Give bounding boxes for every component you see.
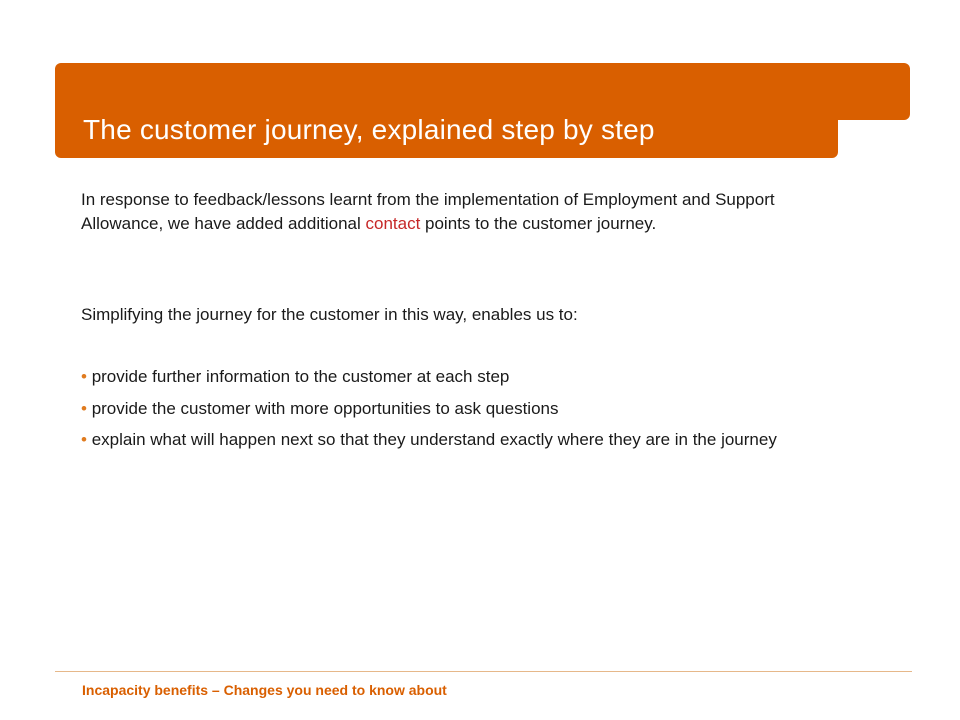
bullet-item [81, 365, 841, 389]
bullet-icon: • [81, 399, 87, 418]
bullet-text: explain what will happen next so that they understand exactly where they are in the journey [91, 430, 777, 449]
footer-text: Incapacity benefits – Changes you need to know about [82, 682, 447, 698]
bullet-text: provide further information to the customer at each step [91, 367, 510, 386]
intro-text-end: points to the customer journey. [420, 214, 657, 233]
intro-text-start: In response to feedback/lessons learnt from the implementation of Employment and Support Allowance, we have added additional [81, 190, 775, 233]
slide-title: The customer journey, explained step by step [83, 114, 655, 145]
intro-accent-word: contact [365, 214, 421, 233]
lead-in-paragraph: Simplifying the journey for the customer in this way, enables us to: [81, 305, 578, 324]
footer-divider [55, 671, 912, 672]
bullet-icon: • [81, 367, 87, 386]
intro-paragraph [81, 188, 841, 236]
bullet-item [81, 397, 841, 421]
bullet-icon: • [81, 430, 87, 449]
bullet-text: provide the customer with more opportunities to ask questions [91, 399, 559, 418]
bullet-item [81, 428, 801, 452]
